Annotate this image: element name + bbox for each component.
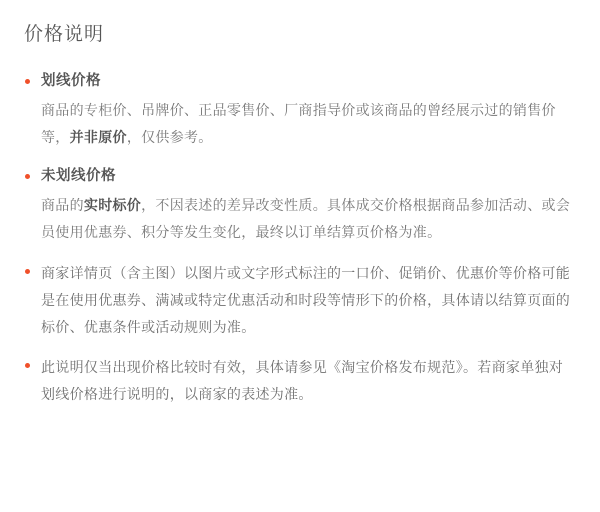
body-text-part: ，不因表述的差异改变性质。具体成交价格根据商品参加活动、或会员使用优惠券、积分等发生变化，最终以订单结算页价格为准。 (41, 197, 571, 240)
body-text-emphasis: 并非原价 (69, 129, 127, 145)
body-text-part: 商品的 (41, 197, 84, 213)
body-text-part: ，仅供参考。 (126, 129, 213, 145)
page-title: 价格说明 (24, 24, 105, 45)
bullet-dot-icon (25, 269, 30, 274)
body-text-emphasis: 实时标价 (83, 197, 142, 213)
bullet-dot-icon (25, 363, 30, 368)
section-heading: 划线价格 (41, 73, 101, 89)
section-strikethrough-price (24, 70, 572, 151)
section-heading: 未划线价格 (41, 168, 116, 184)
section-non-strikethrough-price (24, 165, 572, 246)
section-validity-note (24, 354, 572, 408)
section-body (41, 97, 572, 151)
section-merchant-detail-page (24, 260, 572, 341)
section-body (41, 192, 572, 246)
body-text-part: 商品的专柜价、吊牌价、正品零售价、厂商指导价或该商品的曾经展示过的销售价等， (41, 102, 556, 145)
bullet-dot-icon (25, 174, 30, 179)
section-body: 商家详情页（含主图）以图片或文字形式标注的一口价、促销价、优惠价等价格可能是在使用优惠券、满减或特定优惠活动和时段等情形下的价格，具体请以结算页面的标价、优惠条件或活动规则为准。 (41, 265, 571, 335)
bullet-dot-icon (25, 79, 30, 84)
section-body: 此说明仅当出现价格比较时有效，具体请参见《淘宝价格发布规范》。若商家单独对划线价格进行说明的，以商家的表述为准。 (41, 359, 564, 402)
